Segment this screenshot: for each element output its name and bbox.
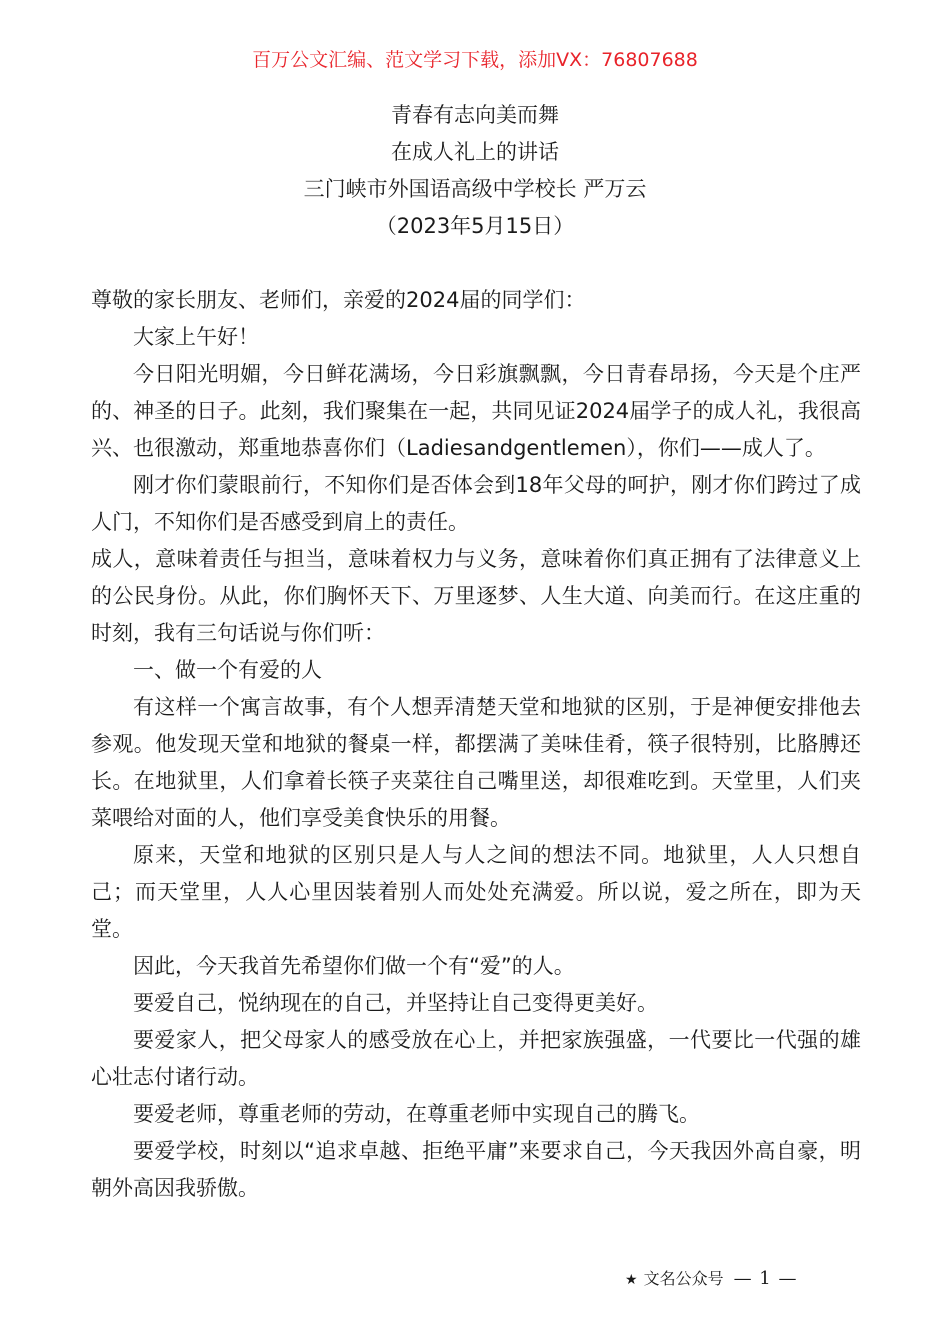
speaker-line: 三门峡市外国语高级中学校长 严万云 [303,177,647,201]
paragraph: 要爱自己，悦纳现在的自己，并坚持让自己变得更美好。 [133,991,658,1015]
paragraph: 原来，天堂和地狱的区别只是人与人之间的想法不同。地狱里，人人只想自己；而天堂里，人人心里因装着别人而处处充满爱。所以说，爱之所在，即为天堂。 [91,843,861,941]
greeting: 大家上午好！ [133,325,259,349]
footer-brand: 文名公众号 [643,1269,724,1288]
document-subtitle: 在成人礼上的讲话 [391,140,559,164]
paragraph: 要爱家人，把父母家人的感受放在心上，并把家族强盛，一代要比一代强的雄心壮志付诸行动。 [91,1028,861,1089]
paragraph: 因此，今天我首先希望你们做一个有“爱”的人。 [133,954,575,978]
salutation: 尊敬的家长朋友、老师们，亲爱的2024届的同学们： [91,288,586,312]
paragraph: 有这样一个寓言故事，有个人想弄清楚天堂和地狱的区别，于是神便安排他去参观。他发现天堂和地狱的餐桌一样，都摆满了美味佳肴，筷子很特别，比胳膊还长。在地狱里，人们拿着长筷子夹菜往自己嘴里送，却很难吃到。天堂里，人们夹菜喂给对面的人，他们享受美食快乐的用餐。 [91,695,861,830]
page-number: — 1 — [733,1268,798,1289]
speech-date: （2023年5月15日） [375,214,575,238]
paragraph: 今日阳光明媚，今日鲜花满场，今日彩旗飘飘，今日青春昂扬，今天是个庄严的、神圣的日子。此刻，我们聚集在一起，共同见证2024届学子的成人礼，我很高兴、也很激动，郑重地恭喜你们（Ladiesandgentlemen），你们——成人了。 [91,362,861,460]
document-header [0,97,950,245]
paragraph: 要爱老师，尊重老师的劳动，在尊重老师中实现自己的腾飞。 [133,1102,700,1126]
watermark-banner: 百万公文汇编、范文学习下载，添加VX：76807688 [252,49,698,71]
paragraph: 刚才你们蒙眼前行，不知你们是否体会到18年父母的呵护，刚才你们跨过了成人门，不知你们是否感受到肩上的责任。 [91,473,861,534]
star-icon: ★ [625,1272,638,1288]
section-heading: 一、做一个有爱的人 [133,658,322,682]
document-title: 青春有志向美而舞 [391,103,559,127]
paragraph: 成人，意味着责任与担当，意味着权力与义务，意味着你们真正拥有了法律意义上的公民身份。从此，你们胸怀天下、万里逐梦、人生大道、向美而行。在这庄重的时刻，我有三句话说与你们听： [91,547,861,645]
paragraph: 要爱学校，时刻以“追求卓越、拒绝平庸”来要求自己，今天我因外高自豪，明朝外高因我骄傲。 [91,1139,861,1200]
page-footer [625,1267,797,1292]
speech-body [91,282,861,1207]
